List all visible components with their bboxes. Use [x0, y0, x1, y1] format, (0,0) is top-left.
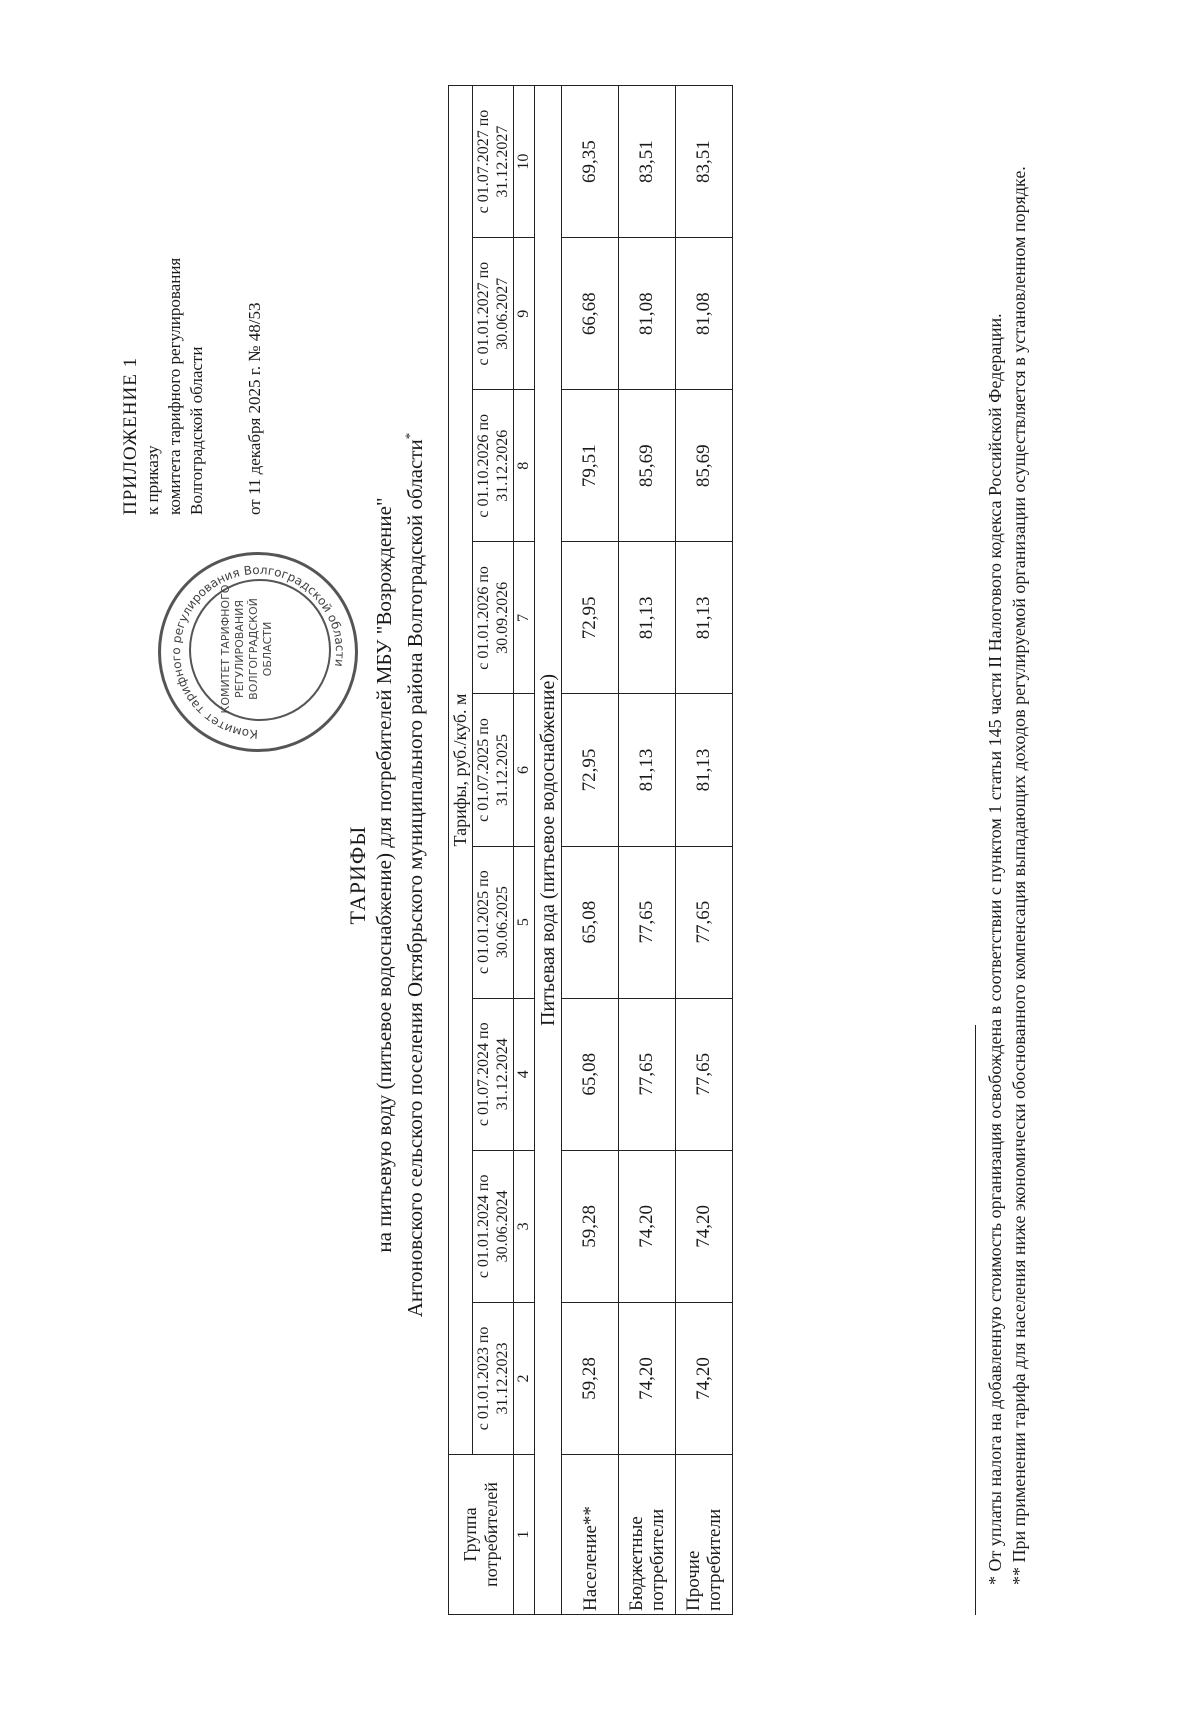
tariff-value: 81,13 [619, 694, 676, 846]
table-body [514, 86, 733, 1615]
appendix-title: ПРИЛОЖЕНИЕ 1 [120, 356, 141, 515]
period-header: с 01.01.2024 по 30.06.2024 [473, 1150, 514, 1302]
consumer-group: Население** [562, 1455, 619, 1615]
group-header: Группа потребителей [449, 1455, 514, 1615]
column-number: 9 [514, 238, 535, 390]
column-number-row [514, 86, 535, 1615]
footnotes [983, 115, 1031, 1615]
period-header: с 01.01.2026 по 30.09.2026 [473, 542, 514, 694]
tariff-value: 77,65 [676, 846, 733, 998]
appendix-date: от 11 декабря 2025 г. № 48/53 [245, 302, 264, 515]
tariff-value: 77,65 [619, 998, 676, 1150]
consumer-group: Бюджетные потребители [619, 1455, 676, 1615]
column-number: 1 [514, 1455, 535, 1615]
official-seal [158, 552, 358, 752]
tariff-value: 83,51 [619, 86, 676, 238]
column-number: 2 [514, 1302, 535, 1454]
tariff-value: 79,51 [562, 390, 619, 542]
tariff-value: 77,65 [676, 998, 733, 1150]
appendix-line: Волгоградской области [187, 346, 206, 515]
tariff-value: 59,28 [562, 1302, 619, 1454]
tariff-value: 83,51 [676, 86, 733, 238]
tariff-table [448, 85, 733, 1615]
period-header: с 01.01.2025 по 30.06.2025 [473, 846, 514, 998]
table-row [619, 86, 676, 1615]
tariff-value: 74,20 [619, 1150, 676, 1302]
period-header: с 01.07.2025 по 31.12.2025 [473, 694, 514, 846]
footnote-divider [975, 1025, 976, 1615]
column-number: 10 [514, 86, 535, 238]
heading-line: на питьевую воду (питьевое водоснабжение) для потребителей МБУ "Возрождение" [372, 497, 396, 1253]
period-header: с 01.01.2023 по 31.12.2023 [473, 1302, 514, 1454]
footnote-mark: * [402, 432, 417, 440]
column-number: 5 [514, 846, 535, 998]
tariff-value: 74,20 [676, 1302, 733, 1454]
footnote-1: * От уплаты налога на добавленную стоимость организация освобождена в соответствии с пунктом 1 статьи 145 части II Налогового кодекса Российской Федерации. [985, 313, 1005, 1585]
footnote-2: ** При применении тарифа для населения ниже экономически обоснованного компенсация выпадающих доходов регулируемой организации осуществляется в установленном порядке. [1009, 166, 1029, 1585]
tariff-value: 81,08 [676, 238, 733, 390]
tariffs-header: Тарифы, руб./куб. м [449, 86, 473, 1455]
appendix-block [120, 95, 266, 515]
tariff-value: 74,20 [619, 1302, 676, 1454]
consumer-group: Прочие потребители [676, 1455, 733, 1615]
tariff-value: 72,95 [562, 542, 619, 694]
period-header-row [473, 86, 514, 1615]
document-title: ТАРИФЫ [345, 825, 370, 925]
column-number: 8 [514, 390, 535, 542]
column-number: 4 [514, 998, 535, 1150]
period-header: с 01.07.2027 по 31.12.2027 [473, 86, 514, 238]
column-number: 7 [514, 542, 535, 694]
period-header: с 01.01.2027 по 30.06.2027 [473, 238, 514, 390]
table-row [676, 86, 733, 1615]
section-row [535, 86, 562, 1615]
tariff-value: 81,13 [676, 694, 733, 846]
column-number: 3 [514, 1150, 535, 1302]
appendix-line: комитета тарифного регулирования [165, 257, 184, 515]
tariff-value: 77,65 [619, 846, 676, 998]
seal-inner-text: КОМИТЕТ ТАРИФНОГО РЕГУЛИРОВАНИЯ ВОЛГОГРАДСКОЙ ОБЛАСТИ [219, 584, 274, 714]
tariff-value: 85,69 [676, 390, 733, 542]
section-title: Питьевая вода (питьевое водоснабжение) [535, 86, 562, 1615]
tariff-value: 69,35 [562, 86, 619, 238]
heading-line-text: Антоновского сельского поселения Октябрьского муниципального района Волгоградской области [403, 439, 427, 1318]
heading-line-2 [397, 310, 428, 1440]
document-heading [345, 310, 428, 1440]
tariff-value: 65,08 [562, 846, 619, 998]
tariff-value: 74,20 [676, 1150, 733, 1302]
tariff-value: 81,13 [619, 542, 676, 694]
table-row [562, 86, 619, 1615]
svg-text:Комитет тарифного регулировани: Комитет тарифного регулирования Волгоградской области [168, 562, 348, 742]
tariff-value: 72,95 [562, 694, 619, 846]
tariff-value: 59,28 [562, 1150, 619, 1302]
tariff-value: 81,13 [676, 542, 733, 694]
appendix-line: к приказу [143, 445, 162, 515]
tariff-value: 85,69 [619, 390, 676, 542]
tariff-value: 65,08 [562, 998, 619, 1150]
tariff-value: 81,08 [619, 238, 676, 390]
period-header: с 01.07.2024 по 31.12.2024 [473, 998, 514, 1150]
period-header: с 01.10.2026 по 31.12.2026 [473, 390, 514, 542]
column-number: 6 [514, 694, 535, 846]
tariff-value: 66,68 [562, 238, 619, 390]
